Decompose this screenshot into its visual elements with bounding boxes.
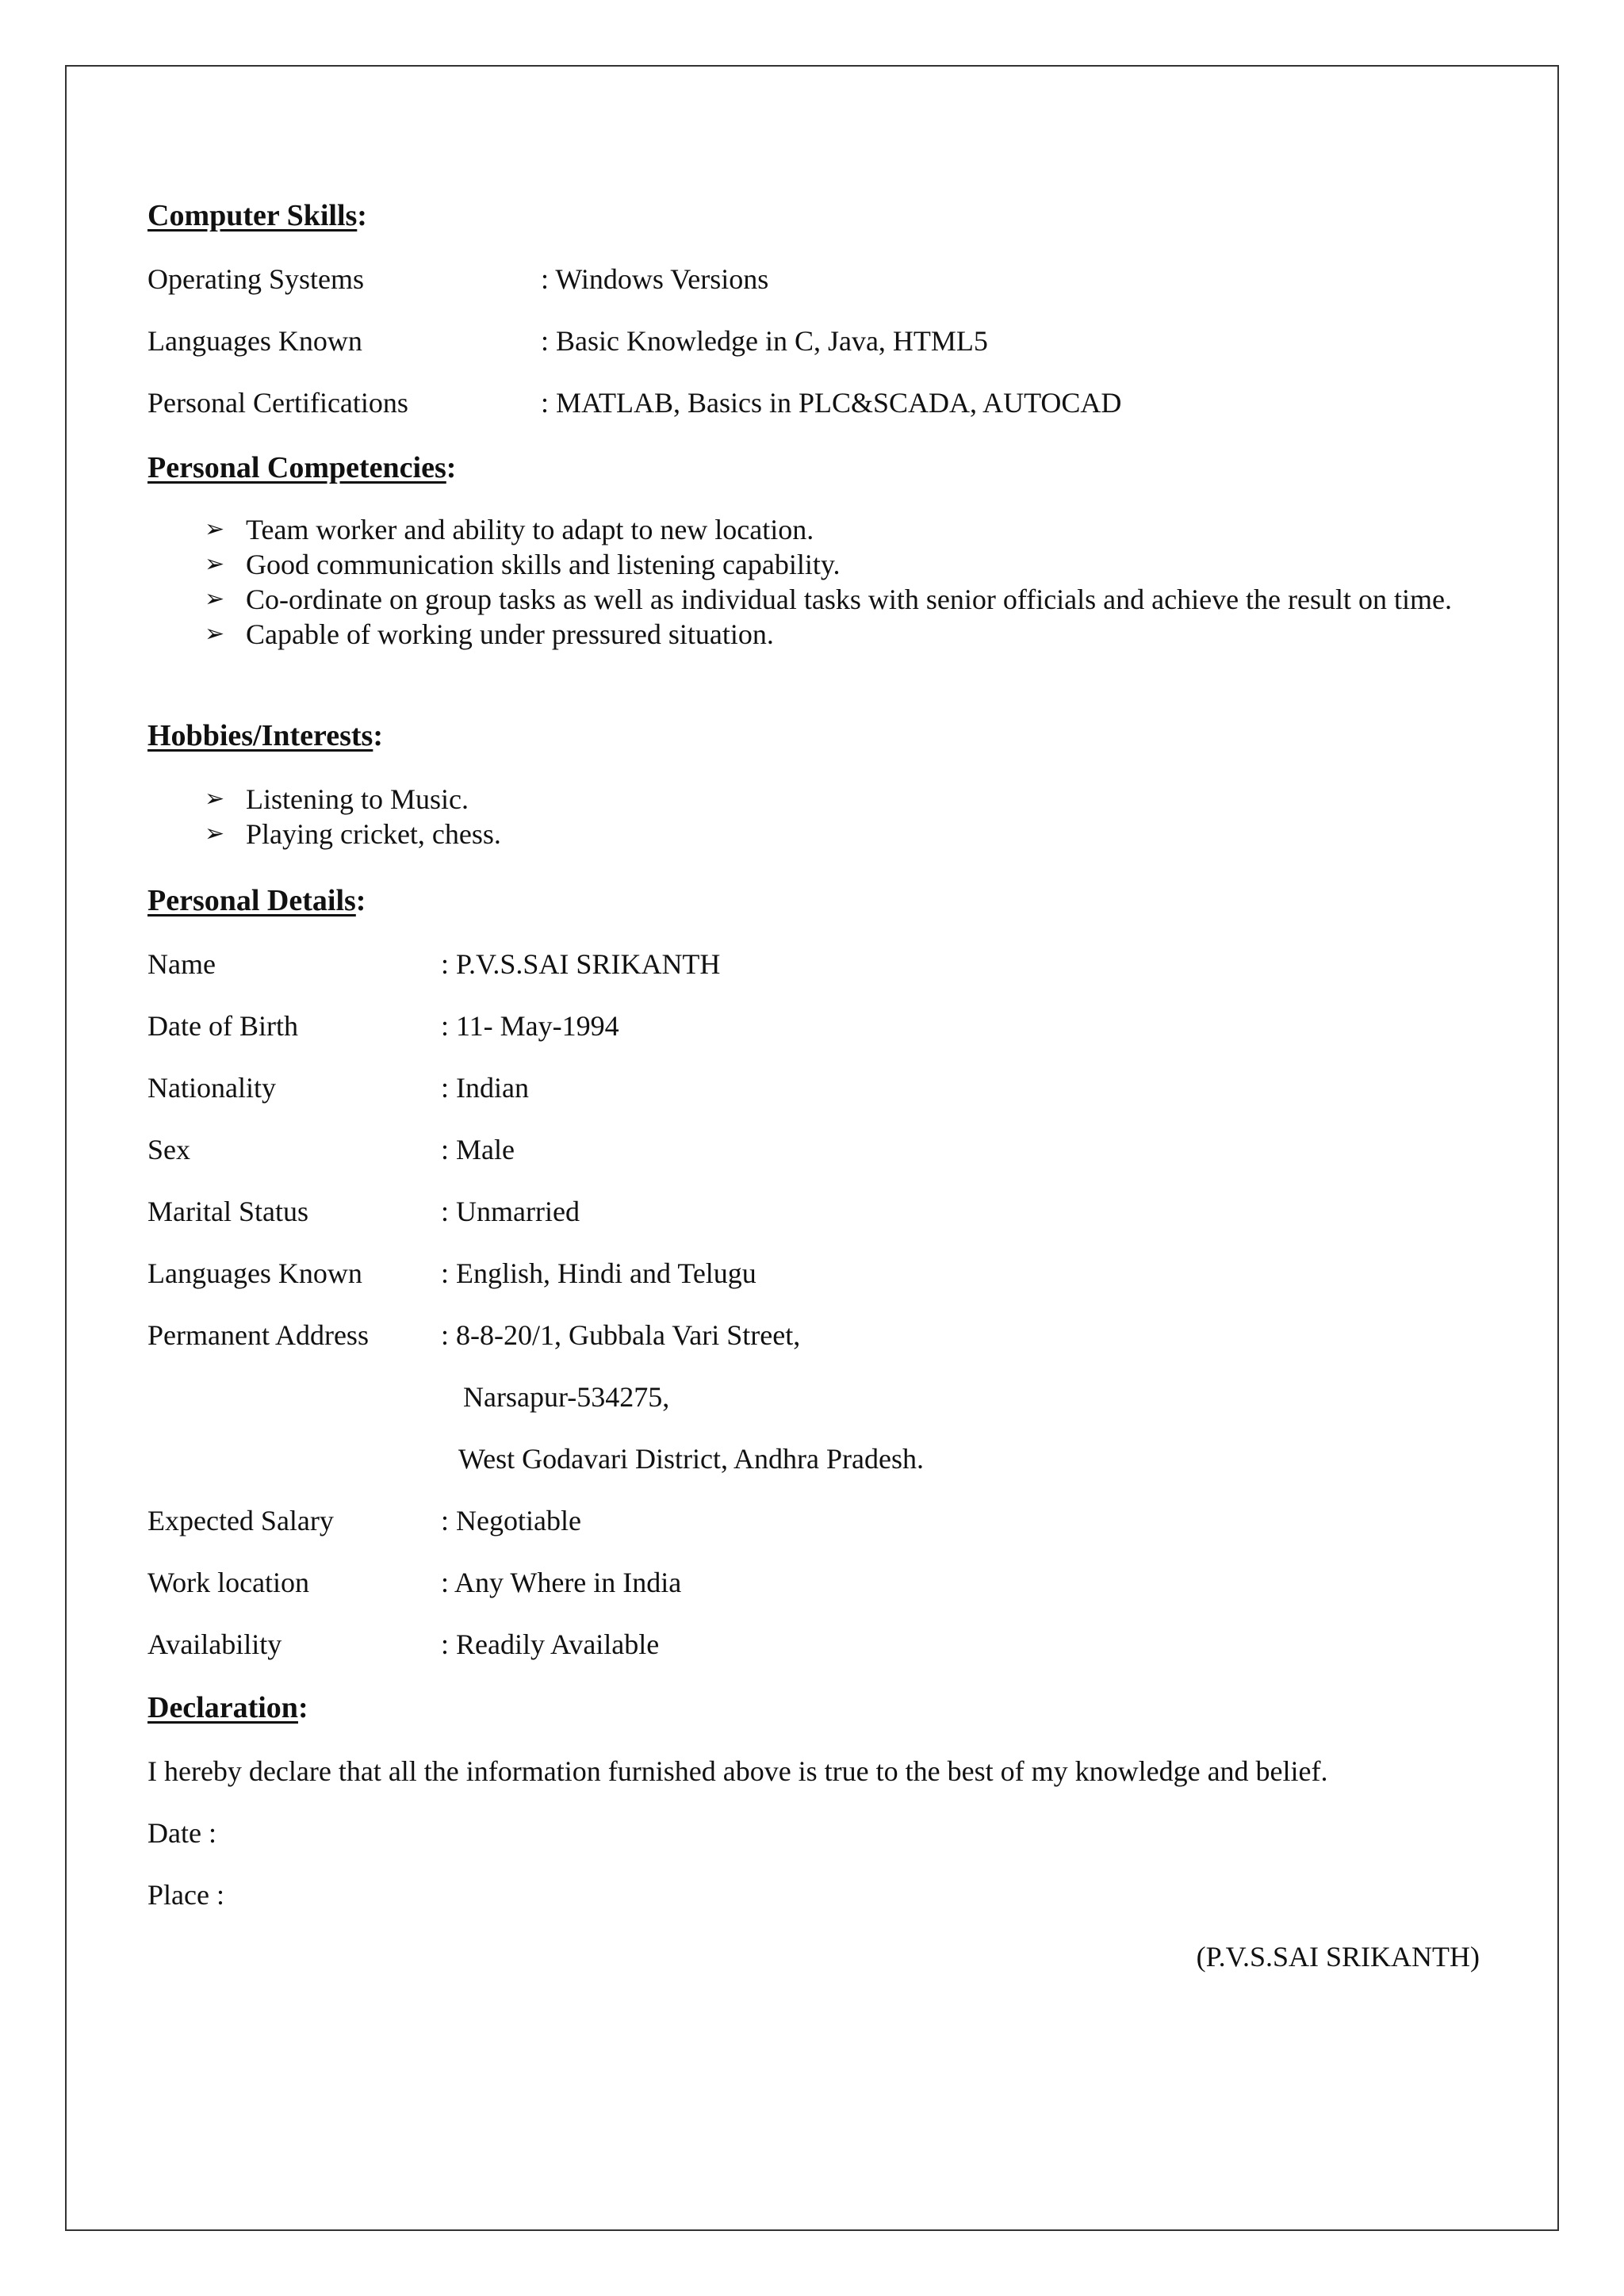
skill-label: Operating Systems bbox=[147, 263, 364, 295]
skill-value: : Basic Knowledge in C, Java, HTML5 bbox=[541, 325, 988, 357]
arrowhead-bullet-icon: ➢ bbox=[205, 785, 225, 813]
detail-value: : 11- May-1994 bbox=[441, 1010, 619, 1042]
address-line: West Godavari District, Andhra Pradesh. bbox=[458, 1443, 924, 1475]
declaration-text: I hereby declare that all the information furnished above is true to the best of my knowledge and belief. bbox=[147, 1755, 1328, 1787]
detail-label: Expected Salary bbox=[147, 1505, 334, 1536]
detail-value: : Any Where in India bbox=[441, 1567, 682, 1598]
date-label: Date : bbox=[147, 1817, 216, 1849]
skill-value: : MATLAB, Basics in PLC&SCADA, AUTOCAD bbox=[541, 387, 1122, 419]
list-item: ➢ Team worker and ability to adapt to new location. bbox=[205, 514, 814, 545]
detail-label: Permanent Address bbox=[147, 1319, 369, 1351]
list-item: ➢ Capable of working under pressured situation. bbox=[205, 618, 774, 650]
detail-label: Name bbox=[147, 948, 216, 980]
detail-label: Work location bbox=[147, 1567, 310, 1598]
section-heading-declaration: Declaration: bbox=[147, 1691, 308, 1724]
detail-label: Date of Birth bbox=[147, 1010, 298, 1042]
signature-name: (P.V.S.SAI SRIKANTH) bbox=[1196, 1941, 1480, 1973]
list-item: ➢ Co-ordinate on group tasks as well as individual tasks with senior officials and achieve the result on time. bbox=[205, 584, 1452, 615]
skill-label: Personal Certifications bbox=[147, 387, 408, 419]
section-heading-hobbies: Hobbies/Interests: bbox=[147, 719, 383, 752]
detail-value: : English, Hindi and Telugu bbox=[441, 1257, 756, 1289]
arrowhead-bullet-icon: ➢ bbox=[205, 515, 225, 543]
section-heading-personal-details: Personal Details: bbox=[147, 884, 366, 917]
arrowhead-bullet-icon: ➢ bbox=[205, 585, 225, 613]
place-label: Place : bbox=[147, 1879, 224, 1911]
detail-label: Marital Status bbox=[147, 1196, 308, 1227]
competencies-list bbox=[205, 512, 1480, 652]
detail-label: Availability bbox=[147, 1628, 282, 1660]
section-heading-computer-skills: Computer Skills: bbox=[147, 199, 367, 232]
hobbies-list bbox=[205, 782, 1480, 851]
detail-value: : Unmarried bbox=[441, 1196, 580, 1227]
arrowhead-bullet-icon: ➢ bbox=[205, 820, 225, 848]
detail-value: : Indian bbox=[441, 1072, 529, 1104]
detail-value: : Negotiable bbox=[441, 1505, 581, 1536]
detail-value: : 8-8-20/1, Gubbala Vari Street, bbox=[441, 1319, 801, 1351]
list-item: ➢ Listening to Music. bbox=[205, 783, 469, 815]
list-item: ➢ Good communication skills and listening capability. bbox=[205, 549, 841, 580]
detail-label: Sex bbox=[147, 1134, 190, 1165]
skill-value: : Windows Versions bbox=[541, 263, 769, 295]
arrowhead-bullet-icon: ➢ bbox=[205, 620, 225, 648]
detail-label: Languages Known bbox=[147, 1257, 362, 1289]
address-line: Narsapur-534275, bbox=[463, 1381, 670, 1413]
arrowhead-bullet-icon: ➢ bbox=[205, 550, 225, 578]
detail-value: : P.V.S.SAI SRIKANTH bbox=[441, 948, 721, 980]
detail-value: : Male bbox=[441, 1134, 515, 1165]
skill-label: Languages Known bbox=[147, 325, 362, 357]
list-item: ➢ Playing cricket, chess. bbox=[205, 818, 501, 850]
detail-label: Nationality bbox=[147, 1072, 276, 1104]
detail-value: : Readily Available bbox=[441, 1628, 660, 1660]
section-heading-competencies: Personal Competencies: bbox=[147, 451, 457, 484]
